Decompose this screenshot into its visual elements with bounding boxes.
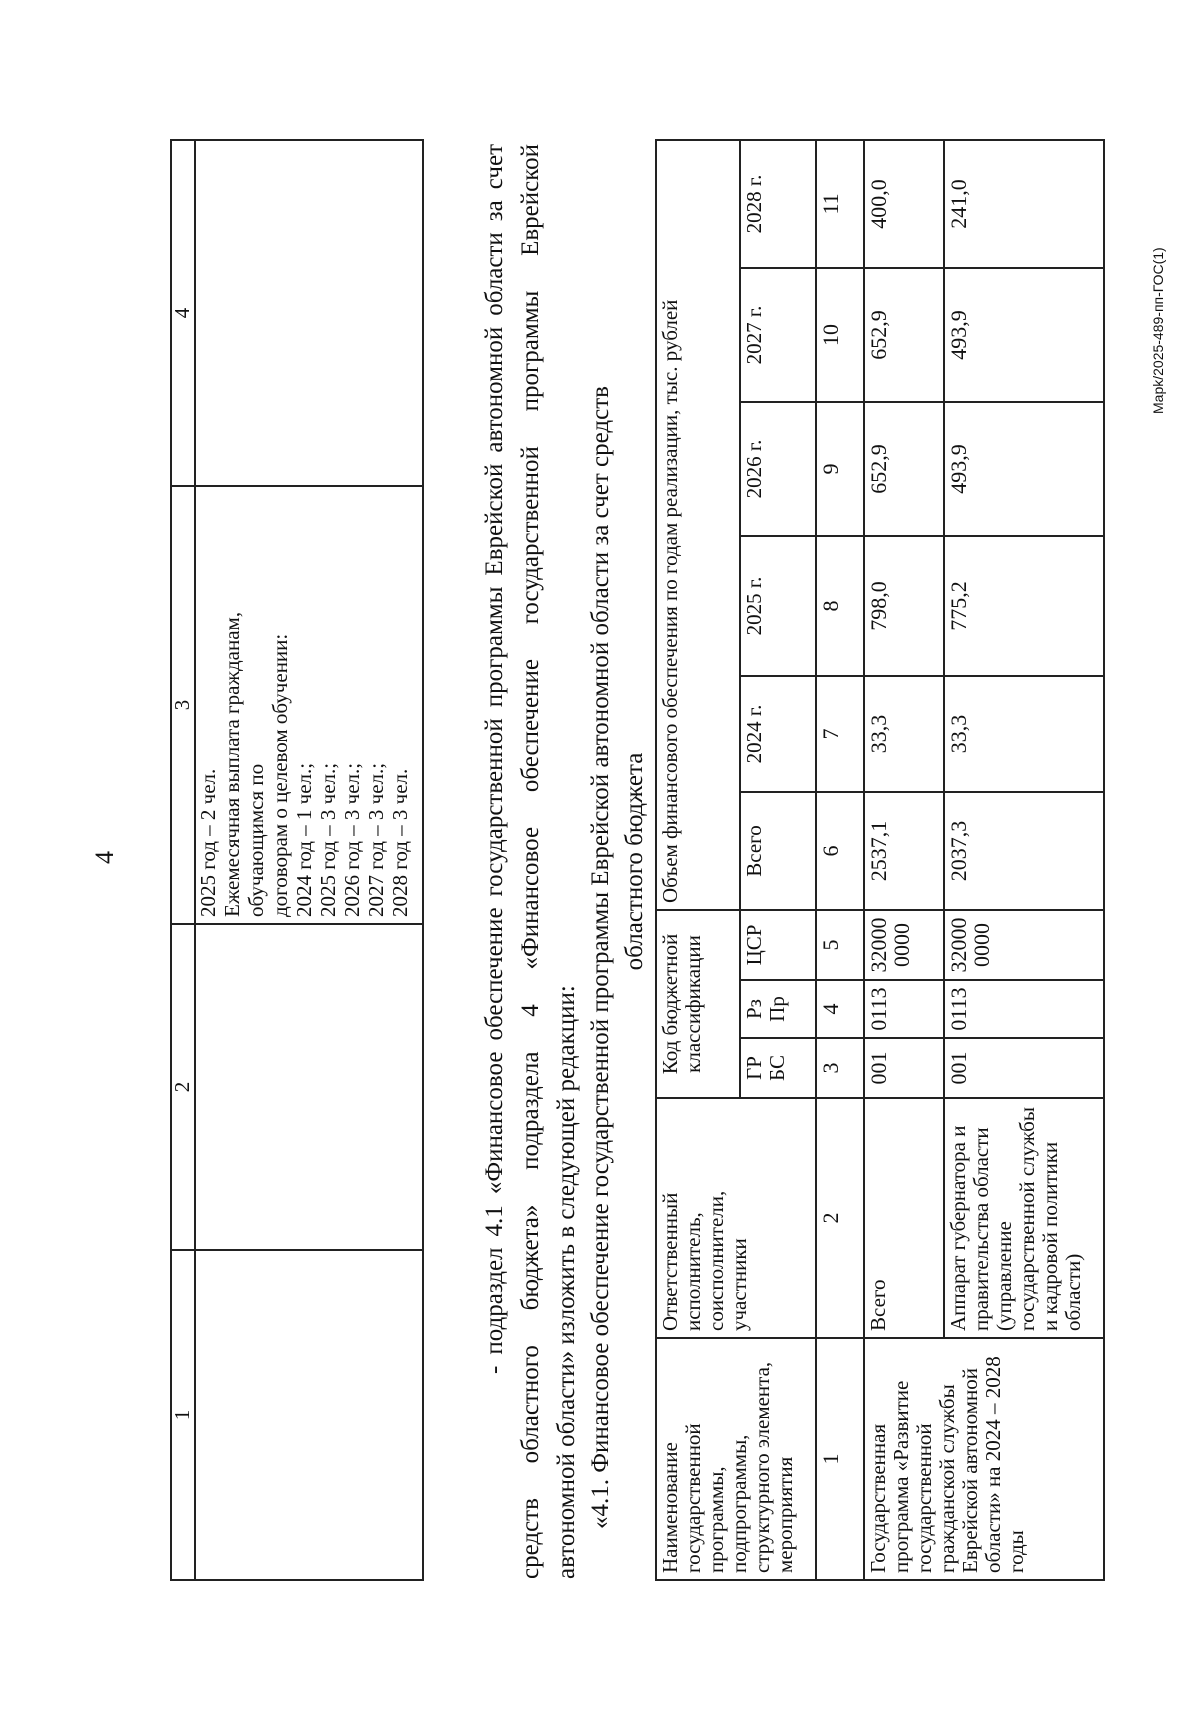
header-year-2026: 2026 г. [740, 402, 816, 536]
year-2024-cell: 33,3 [944, 676, 1104, 792]
header-total: Всего [740, 792, 816, 910]
text-line: договорам о целевом обучении: [268, 633, 292, 917]
header-csr: ЦСР [740, 910, 816, 980]
column-number-cell: 5 [816, 910, 864, 980]
text-line: 2028 год – 3 чел. [388, 768, 412, 917]
year-2026-cell: 493,9 [944, 402, 1104, 536]
section-caption-line: областного бюджета [621, 752, 648, 971]
year-2025-cell: 775,2 [944, 536, 1104, 676]
column-number-cell: 6 [816, 792, 864, 910]
financing-table [655, 139, 1105, 1581]
text-line: 2024 год – 1 чел.; [292, 762, 316, 917]
header-row [656, 140, 740, 1580]
column-number-cell: 3 [171, 486, 195, 924]
header-executor: Ответственный исполнитель, соисполнители, участники [656, 1098, 816, 1338]
empty-cell [195, 924, 423, 1250]
header-financing-volume: Объем финансового обеспечения по годам реализации, тыс. рублей [656, 140, 740, 910]
column-number-cell: 1 [171, 1250, 195, 1580]
document-code: Mapk/2025-489-пп-ГОС(1) [1150, 247, 1166, 414]
column-number-row [816, 140, 864, 1580]
text-line: 2025 год – 3 чел.; [316, 762, 340, 917]
empty-cell [195, 140, 423, 486]
column-number-cell: 4 [816, 980, 864, 1038]
column-number-cell: 3 [816, 1038, 864, 1098]
year-2024-cell: 33,3 [864, 676, 944, 792]
header-year-2025: 2025 г. [740, 536, 816, 676]
rzpr-cell: 0113 [864, 980, 944, 1038]
year-2026-cell: 652,9 [864, 402, 944, 536]
empty-cell [195, 1250, 423, 1580]
year-2027-cell: 493,9 [944, 268, 1104, 402]
continuation-table-row [195, 140, 423, 1580]
year-2027-cell: 652,9 [864, 268, 944, 402]
text-line: 2026 год – 3 чел.; [340, 762, 364, 917]
rzpr-cell: 0113 [944, 980, 1104, 1038]
header-year-2024: 2024 г. [740, 676, 816, 792]
grbs-cell: 001 [944, 1038, 1104, 1098]
column-number-cell: 8 [816, 536, 864, 676]
amendment-paragraph-line: средств областного бюджета» подраздела 4 «Финансовое обеспечение государственной программы Еврейской [517, 144, 544, 1579]
column-number-cell: 4 [171, 140, 195, 486]
text-line: Ежемесячная выплата гражданам, обучающимся по [220, 611, 268, 917]
column-number-cell: 11 [816, 140, 864, 268]
text-line: 2025 год – 2 чел. [196, 768, 220, 917]
header-year-2028: 2028 г. [740, 140, 816, 268]
year-2028-cell: 400,0 [864, 140, 944, 268]
column-number-cell: 7 [816, 676, 864, 792]
section-caption-line: «4.1. Финансовое обеспечение государственной программы Еврейской автономной области за счет средств [587, 386, 614, 1529]
total-cell: 2037,3 [944, 792, 1104, 910]
grbs-cell: 001 [864, 1038, 944, 1098]
csr-cell: 32000 0000 [944, 910, 1104, 980]
column-number-cell: 9 [816, 402, 864, 536]
continuation-table-header-row [171, 140, 195, 1580]
total-cell: 2537,1 [864, 792, 944, 910]
header-year-2027: 2027 г. [740, 268, 816, 402]
page-number: 4 [90, 851, 119, 864]
year-2025-cell: 798,0 [864, 536, 944, 676]
amendment-paragraph-line: - подраздел 4.1 «Финансовое обеспечение государственной программы Еврейской автономной области за счет [481, 144, 508, 1374]
column-number-cell: 1 [816, 1338, 864, 1580]
text-line: 2027 год – 3 чел.; [364, 762, 388, 917]
amendment-paragraph-line: автономной области» изложить в следующей редакции: [553, 985, 580, 1579]
table-row [864, 140, 944, 1580]
continuation-table [170, 139, 424, 1581]
header-program-name: Наименование государственной программы, подпрограммы, структурного элемента, мероприятия [656, 1338, 816, 1580]
executor-cell: Всего [864, 1098, 944, 1338]
year-2028-cell: 241,0 [944, 140, 1104, 268]
column-number-cell: 2 [171, 924, 195, 1250]
executor-cell: Аппарат губернатора и правительства области (управление государственной службы и кадровой политики области) [944, 1098, 1104, 1338]
column-number-cell: 10 [816, 268, 864, 402]
header-rzpr: Рз Пр [740, 980, 816, 1038]
header-budget-code: Код бюджетной классификации [656, 910, 740, 1098]
csr-cell: 32000 0000 [864, 910, 944, 980]
header-grbs: ГР БС [740, 1038, 816, 1098]
column-number-cell: 2 [816, 1098, 864, 1338]
program-name-cell: Государственная программа «Развитие государственной гражданской службы Еврейской автономной области» на 2024 – 2028 годы [864, 1338, 1104, 1580]
indicator-values-cell [195, 486, 423, 924]
